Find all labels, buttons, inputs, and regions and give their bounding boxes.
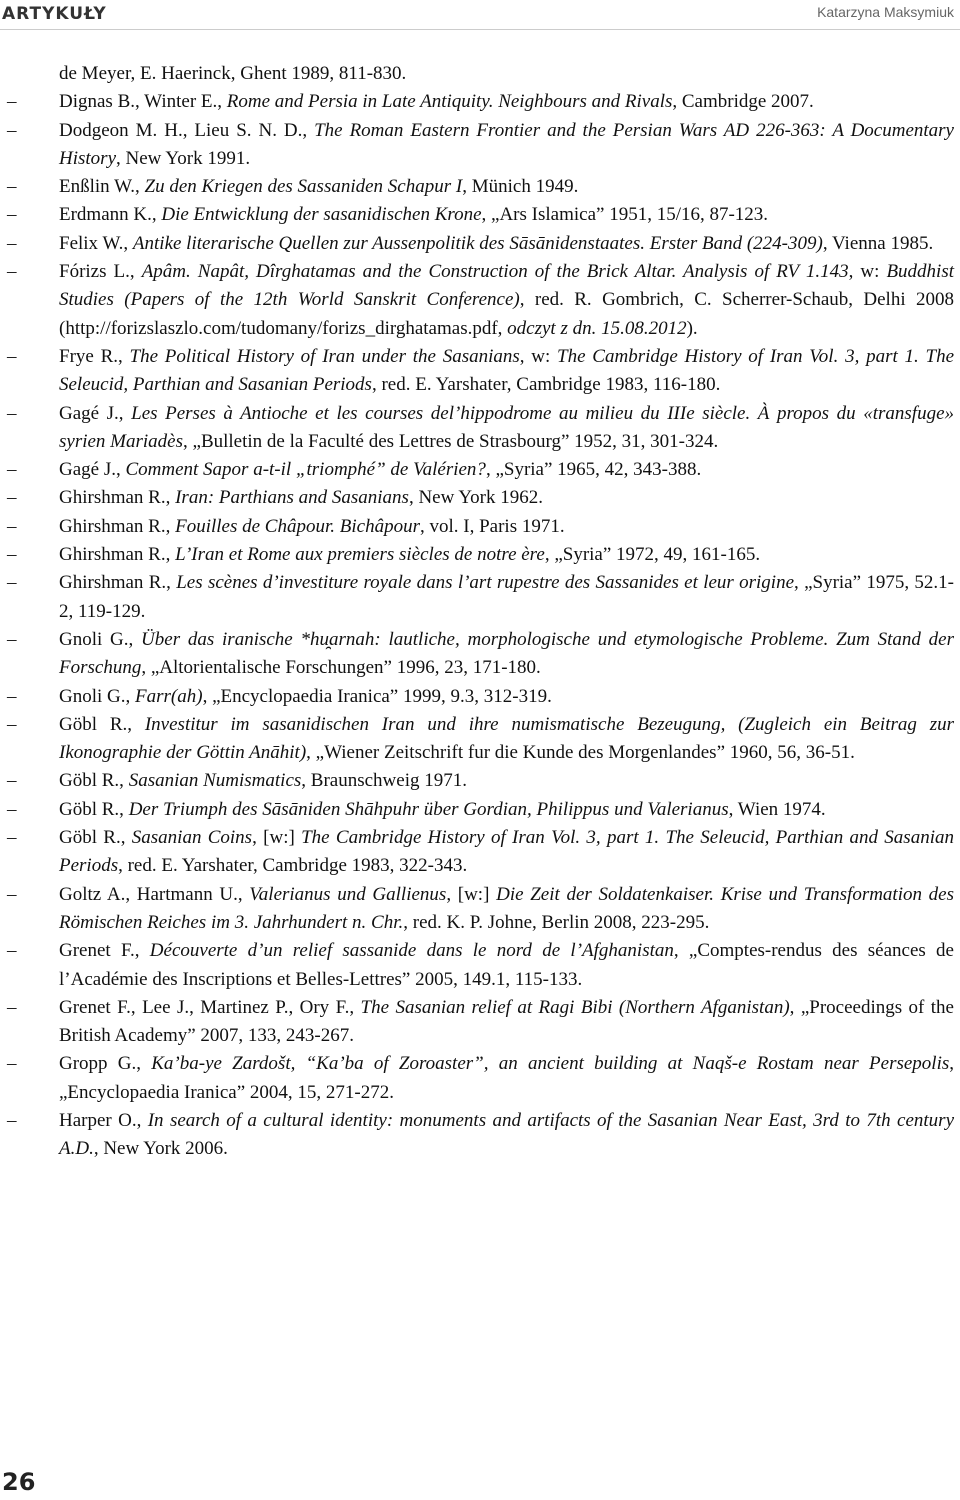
- entry-text: Harper O.,: [59, 1109, 148, 1131]
- entry-text: Ghirshman R.,: [59, 544, 176, 566]
- entry-text: Ghirshman R.,: [59, 487, 176, 509]
- bibliography-entry: [0, 201, 960, 229]
- entry-text: ).: [686, 317, 698, 339]
- entry-text: , [w:]: [252, 827, 302, 849]
- entry-dash: –: [7, 940, 17, 962]
- entry-title-text: The Sasanian relief at Ragi Bibi (Northern Afganistan): [360, 996, 790, 1018]
- entry-text: , red. R. Gombrich, C. Scherrer-Schaub, Delhi 2008 (http://forizslaszlo.com/tudomany/forizs_dirghatamas.pdf,: [59, 289, 954, 339]
- entry-text: Felix W.,: [59, 232, 133, 254]
- entry-dash: –: [7, 572, 17, 594]
- entry-text: , New York 1991.: [116, 147, 251, 169]
- entry-dash: –: [7, 996, 17, 1018]
- bibliography-entry: [0, 937, 960, 994]
- entry-title-text: Valerianus und Gallienus: [249, 883, 447, 905]
- entry-text: , Vienna 1985.: [822, 232, 934, 254]
- entry-title-text: Sasanian Numismatics: [128, 770, 302, 792]
- bibliography-entry: [0, 456, 960, 484]
- entry-text: , red. K. P. Johne, Berlin 2008, 223-295.: [403, 911, 710, 933]
- entry-title-text: Investitur im sasanidischen Iran und ihre numismatische Bezeugung, (Zugleich ein Beitrag zur Ikonographie der Göttin Anāhit): [59, 713, 954, 764]
- entry-title-text: Découverte d’un relief sassanide dans le nord de l’Afghanistan: [149, 940, 674, 962]
- entry-title-text: Fouilles de Châpour. Bichâpour: [175, 515, 420, 537]
- entry-text: , „Syria” 1972, 49, 161-165.: [544, 544, 761, 566]
- entry-text: , Cambridge 2007.: [672, 91, 814, 113]
- bibliography-entry: [0, 1107, 960, 1164]
- bibliography-list: [0, 60, 960, 1164]
- entry-text: , „Comptes-rendus des séances de l’Académie des Inscriptions et Belles-Lettres” 2005, 149.1, 115-133.: [59, 940, 954, 990]
- bibliography-entry: [0, 230, 960, 258]
- entry-text: , Braunschweig 1971.: [301, 770, 467, 792]
- bibliography-entry: [0, 484, 960, 512]
- entry-text: , „Encyclopaedia Iranica” 2004, 15, 271-272.: [59, 1053, 954, 1103]
- entry-title-text: L’Iran et Rome aux premiers siècles de notre ère: [175, 544, 545, 566]
- entry-text: Gagé J.,: [59, 459, 126, 481]
- entry-title-text: The Cambridge History of Iran Vol. 3, part 1. The Seleucid, Parthian and Sasanian Periods: [59, 827, 954, 877]
- bibliography-entry: [0, 824, 960, 881]
- bibliography-entry: [0, 1050, 960, 1107]
- bibliography-entry: [0, 513, 960, 541]
- entry-dash: –: [7, 827, 17, 849]
- entry-dash: –: [7, 685, 17, 707]
- entry-title-text: Buddhist Studies (Papers of the 12th World Sanskrit Conference): [59, 261, 955, 311]
- entry-text: de Meyer, E. Haerinck, Ghent 1989, 811-830.: [59, 63, 407, 84]
- entry-title-text: Les scènes d’investiture royale dans l’art rupestre des Sassanides et leur origine: [176, 572, 795, 594]
- entry-text: Fórizs L.,: [59, 261, 142, 283]
- entry-text: , w:: [848, 261, 887, 283]
- entry-text: Gagé J.,: [59, 402, 132, 424]
- bibliography-entry: [0, 796, 960, 824]
- entry-title-text: The Cambridge History of Iran Vol. 3, part 1. The Seleucid, Parthian and Sasanian Periods: [59, 345, 954, 396]
- bibliography-entry: [0, 683, 960, 711]
- entry-title-text: Farr(ah): [135, 685, 203, 707]
- entry-dash: –: [7, 1053, 17, 1075]
- entry-dash: –: [7, 515, 17, 537]
- entry-title-text: Die Zeit der Soldatenkaiser. Krise und Transformation des Römischen Reiches im 3. Jahrhundert n. Chr.: [59, 883, 954, 933]
- entry-title-text: Sasanian Coins: [131, 827, 253, 849]
- entry-title-text: odczyt z dn. 15.08.2012: [507, 317, 687, 339]
- entry-dash: –: [7, 345, 17, 367]
- entry-text: , New York 2006.: [93, 1138, 228, 1160]
- entry-text: Göbl R.,: [59, 798, 129, 820]
- bibliography-entry: [0, 881, 960, 938]
- header-rule: [0, 29, 960, 30]
- entry-title-text: Les Perses à Antioche et les courses del’hippodrome au milieu du IIIe siècle. À propos du «transfuge» syrien Mariadès: [59, 402, 954, 452]
- author-name: Katarzyna Maksymiuk: [817, 4, 954, 20]
- entry-text: , „Encyclopaedia Iranica” 1999, 9.3, 312-319.: [202, 685, 552, 707]
- entry-text: Göbl R.,: [59, 827, 132, 849]
- bibliography-entry: [0, 117, 960, 174]
- entry-dash: –: [7, 544, 17, 566]
- entry-text: Grenet F., Lee J., Martinez P., Ory F.,: [59, 996, 361, 1018]
- entry-text: Ghirshman R.,: [59, 515, 176, 537]
- entry-dash: –: [7, 402, 17, 424]
- entry-text: Frye R.,: [59, 345, 130, 367]
- entry-text: Dignas B., Winter E.,: [59, 91, 227, 113]
- entry-dash: –: [7, 119, 17, 141]
- entry-dash: –: [7, 204, 17, 226]
- entry-dash: –: [7, 176, 17, 198]
- entry-title-text: Antike literarische Quellen zur Aussenpolitik des Sāsānidenstaates. Erster Band (224-309): [132, 232, 823, 254]
- bibliography-entry: [0, 400, 960, 457]
- page-header: [0, 0, 960, 30]
- entry-text: Enßlin W.,: [59, 176, 145, 198]
- entry-title-text: Der Triumph des Sāsāniden Shāhpuhr über Gordian, Philippus und Valerianus: [128, 798, 729, 820]
- entry-dash: –: [7, 261, 17, 283]
- entry-dash: –: [7, 1109, 17, 1131]
- entry-title-text: Iran: Parthians and Sasanians: [175, 487, 409, 509]
- entry-title-text: Die Entwicklung der sasanidischen Krone: [161, 204, 482, 226]
- entry-dash: –: [7, 232, 17, 254]
- page-number: 26: [2, 1468, 36, 1496]
- entry-title-text: The Political History of Iran under the Sasanians: [129, 345, 520, 367]
- entry-text: Dodgeon M. H., Lieu S. N. D.,: [59, 119, 315, 141]
- entry-text: , red. E. Yarshater, Cambridge 1983, 116-180.: [371, 374, 721, 396]
- entry-text: , vol. I, Paris 1971.: [420, 515, 565, 537]
- entry-title-text: Apâm. Napât, Dîrghatamas and the Construction of the Brick Altar. Analysis of RV 1.143: [141, 261, 849, 283]
- entry-title-text: Rome and Persia in Late Antiquity. Neighbours and Rivals: [226, 91, 673, 113]
- bibliography-entry: [0, 569, 960, 626]
- entry-text: , „Bulletin de la Faculté des Lettres de Strasbourg” 1952, 31, 301-324.: [183, 430, 719, 452]
- entry-title-text: Über das iranische *hu̯arnah: lautliche, morphologische und etymologische Probleme. Zum Stand der Forschung: [59, 628, 955, 679]
- bibliography-entry: [0, 173, 960, 201]
- entry-text: , [w:]: [446, 883, 497, 905]
- entry-text: Grenet F.,: [59, 940, 150, 962]
- entry-text: , „Proceedings of the British Academy” 2007, 133, 243-267.: [59, 996, 954, 1047]
- bibliography-entry: [0, 343, 960, 400]
- bibliography-entry: [0, 88, 960, 116]
- section-logo: ARTYKUŁY: [2, 4, 107, 24]
- entry-title-text: Zu den Kriegen des Sassaniden Schapur I: [144, 176, 463, 198]
- entry-text: Göbl R.,: [59, 713, 145, 735]
- entry-text: , „Wiener Zeitschrift fur die Kunde des Morgenlandes” 1960, 56, 36-51.: [306, 742, 855, 764]
- entry-title-text: The Roman Eastern Frontier and the Persian Wars AD 226-363: A Documentary History: [59, 119, 954, 169]
- entry-text: Göbl R.,: [59, 770, 129, 792]
- entry-dash: –: [7, 487, 17, 509]
- entry-text: Ghirshman R.,: [59, 572, 177, 594]
- entry-dash: –: [7, 713, 17, 735]
- entry-text: , „Altorientalische Forschungen” 1996, 23, 171-180.: [141, 657, 541, 679]
- entry-dash: –: [7, 628, 17, 650]
- entry-text: , Münich 1949.: [462, 176, 579, 198]
- entry-title-text: Ka’ba-ye Zardošt, “Ka’ba of Zoroaster”, an ancient building at Naqš-e Rostam near Persepolis: [151, 1053, 950, 1075]
- bibliography-entry: [0, 626, 960, 683]
- entry-dash: –: [7, 770, 17, 792]
- entry-text: Erdmann K.,: [59, 204, 162, 226]
- entry-title-text: Comment Sapor a-t-il „triomphé” de Valérien?: [125, 459, 486, 481]
- entry-text: , Wien 1974.: [728, 798, 826, 820]
- bibliography-entry: [0, 60, 960, 88]
- entry-title-text: In search of a cultural identity: monuments and artifacts of the Sasanian Near East, 3rd to 7th century A.D.: [59, 1109, 955, 1160]
- entry-dash: –: [7, 459, 17, 481]
- bibliography-entry: [0, 767, 960, 795]
- entry-text: Gnoli G.,: [59, 685, 135, 707]
- entry-text: , „Syria” 1975, 52.1-2, 119-129.: [59, 572, 954, 622]
- bibliography-entry: [0, 258, 960, 343]
- entry-dash: –: [7, 91, 17, 113]
- entry-text: Goltz A., Hartmann U.,: [59, 883, 250, 905]
- entry-text: , „Syria” 1965, 42, 343-388.: [485, 459, 702, 481]
- entry-text: , red. E. Yarshater, Cambridge 1983, 322-343.: [118, 855, 468, 877]
- entry-text: Gnoli G.,: [59, 628, 142, 650]
- entry-text: , w:: [519, 345, 558, 367]
- entry-dash: –: [7, 883, 17, 905]
- entry-dash: –: [7, 798, 17, 820]
- entry-text: , New York 1962.: [408, 487, 544, 509]
- entry-text: , „Ars Islamica” 1951, 15/16, 87-123.: [481, 204, 769, 226]
- bibliography-entry: [0, 541, 960, 569]
- entry-text: Gropp G.,: [59, 1053, 152, 1075]
- bibliography-entry: [0, 711, 960, 768]
- bibliography-entry: [0, 994, 960, 1051]
